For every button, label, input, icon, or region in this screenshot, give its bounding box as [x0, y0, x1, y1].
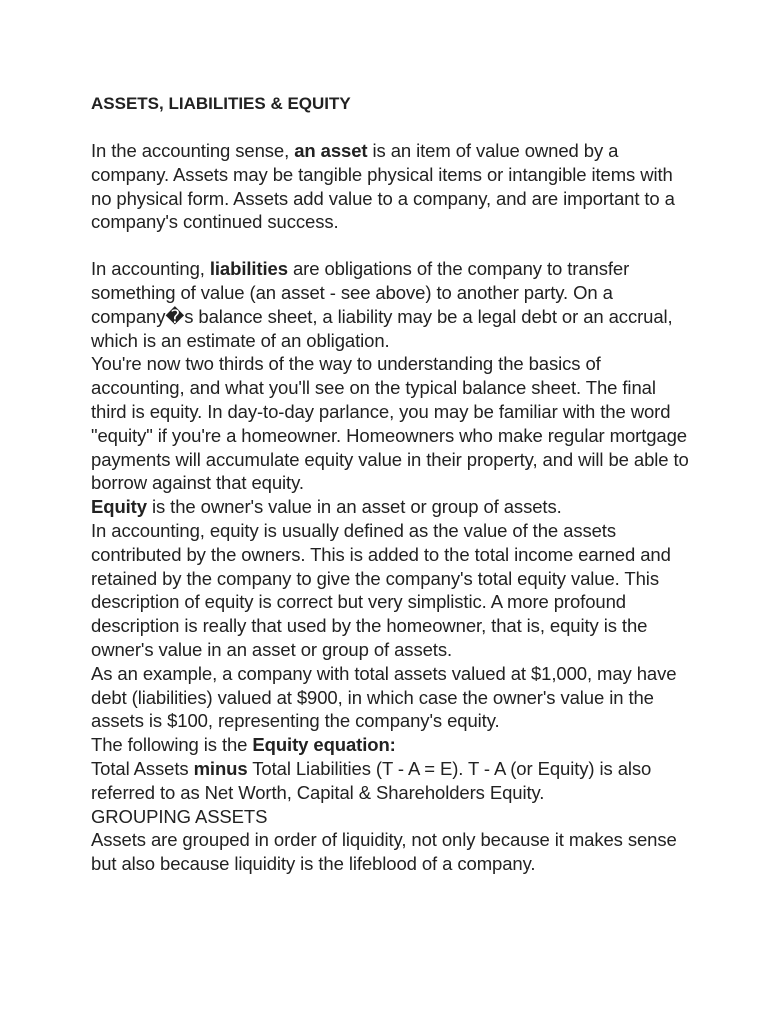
p1-pre: In the accounting sense, — [91, 140, 295, 161]
term-equity-equation: Equity equation: — [252, 734, 396, 756]
paragraph-equation — [91, 757, 691, 805]
paragraph-grouping-assets: Assets are grouped in order of liquidity, not only because it makes sense but also because liquidity is the lifeblood of a company. — [91, 829, 677, 875]
paragraph-liabilities-definition — [91, 257, 691, 352]
document-page — [91, 92, 691, 876]
paragraph-equation-intro — [91, 733, 691, 757]
paragraph-asset-definition — [91, 139, 691, 234]
paragraph-equity-intro: You're now two thirds of the way to understanding the basics of accounting, and what you'll see on the typical balance sheet. The final third is equity. In day-to-day parlance, you may be familiar with the word "equity" if you're a homeowner. Homeowners who make regular mortgage payments will accumulate equity value in their property, and will be able to borrow against that equity. — [91, 353, 689, 494]
document-title: ASSETS, LIABILITIES & EQUITY — [91, 94, 351, 113]
term-minus: minus — [193, 757, 248, 779]
p4-post: is the owner's value in an asset or group of assets. — [146, 496, 562, 518]
p2-post: are obligations of the company to transfer something of value (an asset - see above) to another party. On a company�s balance sheet, a liability may be a legal debt or an accrual, which is an estimate of an obligation. — [91, 258, 673, 351]
p8-pre: Total Assets — [91, 757, 194, 779]
paragraph-equity-example: As an example, a company with total assets valued at $1,000, may have debt (liabilities) valued at $900, in which case the owner's value in the assets is $100, representing the company's equity. — [91, 662, 677, 732]
p2-pre: In accounting, — [91, 258, 210, 280]
p1-post: is an item of value owned by a company. Assets may be tangible physical items or intangible items with no physical form. Assets add value to a company, and are important to a company's continued success. — [91, 140, 675, 233]
term-liabilities: liabilities — [209, 258, 288, 280]
paragraph-equity-definition — [91, 495, 691, 519]
paragraph-equity-accounting: In accounting, equity is usually defined as the value of the assets contributed by the owners. This is added to the total income earned and retained by the company to give the company's total equity value. This description of equity is correct but very simplistic. A more profound description is really that used by the homeowner, that is, equity is the owner's value in an asset or group of assets. — [91, 519, 671, 660]
term-equity: Equity — [91, 496, 147, 518]
term-an-asset: an asset — [294, 140, 368, 161]
p8-post: Total Liabilities (T - A = E). T - A (or Equity) is also referred to as Net Worth, Capital & Shareholders Equity. — [91, 757, 652, 803]
section-heading-grouping-assets: GROUPING ASSETS — [91, 805, 268, 827]
p7-pre: The following is the — [91, 734, 253, 756]
